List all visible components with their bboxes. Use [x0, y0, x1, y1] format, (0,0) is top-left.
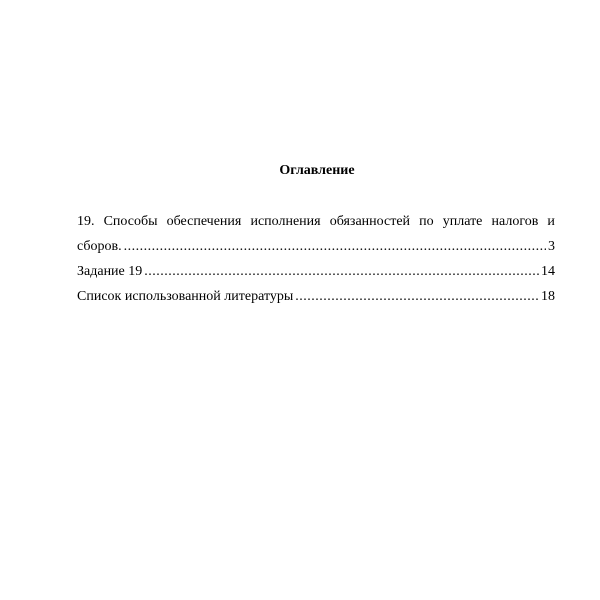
toc-word: и — [547, 214, 555, 229]
table-of-contents — [77, 210, 555, 309]
toc-word: исполнения — [250, 214, 321, 229]
toc-entry-references[interactable] — [77, 284, 555, 309]
toc-entry-assignment[interactable] — [77, 259, 555, 284]
dot-leader — [295, 284, 539, 309]
dot-leader — [124, 234, 546, 259]
toc-entry-duties-enforcement[interactable] — [77, 210, 555, 259]
toc-word: уплате — [442, 214, 483, 229]
dot-leader — [144, 259, 539, 284]
toc-heading: Оглавление — [279, 163, 355, 178]
toc-word: 19. — [77, 214, 95, 229]
toc-page-number: 18 — [541, 289, 555, 304]
toc-word: по — [419, 214, 434, 229]
toc-page-number: 3 — [548, 239, 555, 254]
toc-entry-line — [77, 234, 555, 259]
toc-word: обеспечения — [166, 214, 242, 229]
toc-entry-text: сборов. — [77, 239, 122, 254]
toc-entry-text: Задание 19 — [77, 264, 143, 279]
toc-word: обязанностей — [329, 214, 411, 229]
toc-page-number: 14 — [541, 264, 555, 279]
toc-entry-text: Список использованной литературы — [77, 289, 294, 304]
toc-entry-line — [77, 210, 555, 234]
toc-word: Способы — [103, 214, 158, 229]
toc-word: налогов — [491, 214, 539, 229]
